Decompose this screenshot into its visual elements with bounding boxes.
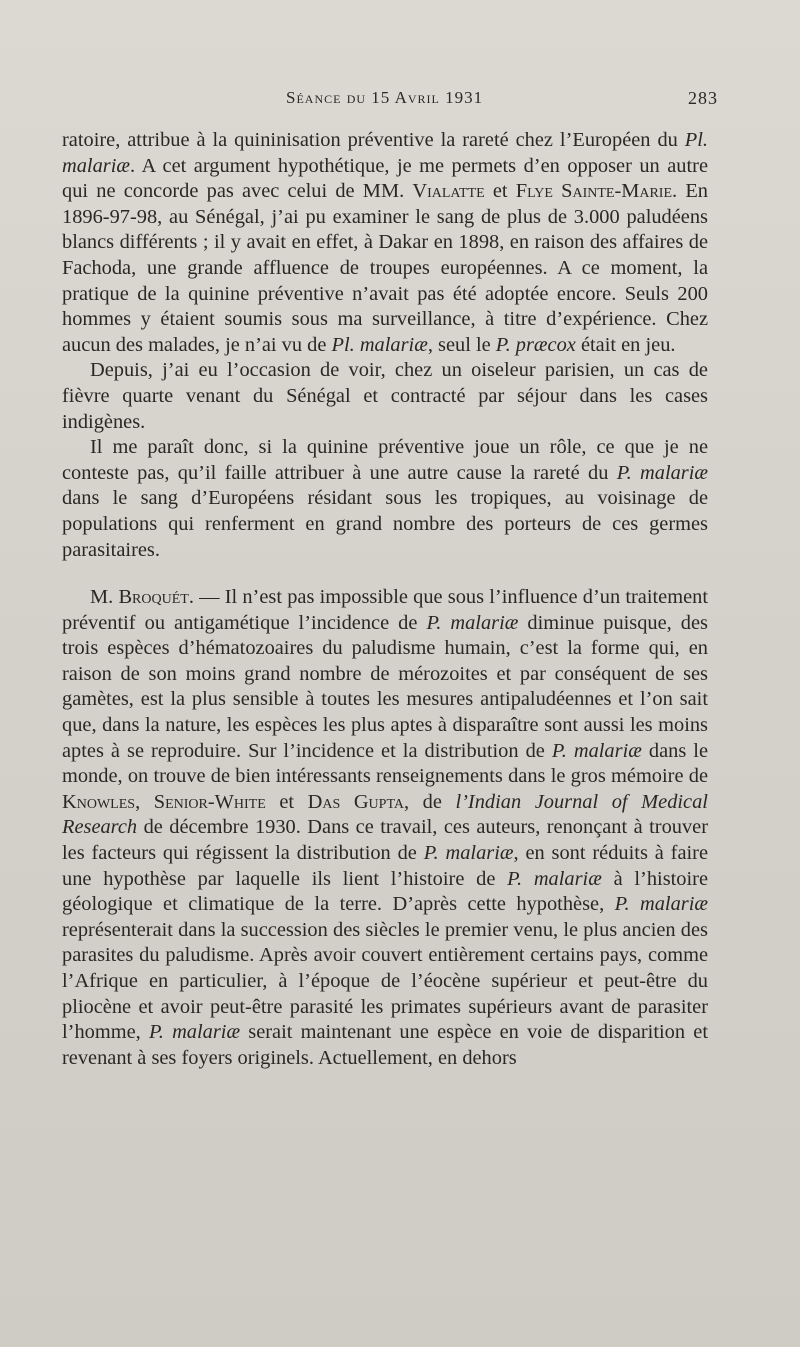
text-run: , xyxy=(135,790,154,813)
text-run: était en jeu. xyxy=(575,333,676,356)
italic-text: Pl. malariæ xyxy=(62,129,708,177)
italic-text: P. præcox xyxy=(495,333,576,356)
text-run: de décembre 1930. Dans ce travail, ces auteurs, renonçant à trouver les facteurs qui régissent la distribution de xyxy=(62,816,708,865)
paragraph xyxy=(62,358,708,435)
text-run: représenterait dans la succession des siècles le premier venu, le plus ancien des parasites du paludisme. Après avoir couvert entièrement certains pays, comme l’Afrique en particulier, à l’époque de l’éocène supérieur et peut-être du pliocène et avoir peut-être parasité les primates supérieurs avant de parasiter l’homme, xyxy=(62,918,708,1044)
text-run: ratoire, attribue à la quininisation préventive la rareté chez l’Européen du xyxy=(62,129,685,151)
paragraph xyxy=(62,585,708,1071)
text-run: à l’histoire géologique et climatique de la terre. D’après cette hypothèse, xyxy=(62,867,708,916)
italic-text: P. malariæ xyxy=(423,842,514,865)
author-name: Vialatte xyxy=(412,180,485,203)
text-run: Depuis, j’ai eu l’occasion de voir, chez un oiseleur parisien, un cas de fièvre quarte venant du Sénégal et contracté par séjour dans les cases indigènes. xyxy=(62,359,708,433)
text-run: . A cet argument hypothétique, je me permets d’en opposer un autre qui ne concorde pas avec celui de MM. xyxy=(62,154,708,203)
text-run: et xyxy=(265,790,308,813)
italic-text: P. malariæ xyxy=(507,867,602,890)
page-number: 283 xyxy=(688,88,718,108)
author-name: Broquét xyxy=(118,586,189,609)
italic-text: P. malariæ xyxy=(426,611,519,634)
text-run: , de xyxy=(403,790,456,813)
italic-text: P. malariæ xyxy=(148,1021,241,1044)
text-run: . En 1896-97-98, au Sénégal, j’ai pu examiner le sang de plus de 3.000 paludéens blancs différents ; il y avait en effet, à Dakar en 1898, en raison des affaires de Fachoda, une grande affluence de troupes européennes. A ce moment, la pratique de la quinine préventive n’avait pas été adoptée encore. Seuls 200 hommes y étaient soumis sous ma surveillance, à titre d’expérience. Chez aucun des malades, je n’ai vu de xyxy=(62,180,708,356)
paragraph xyxy=(62,435,708,563)
author-name: Senior-White xyxy=(153,790,266,813)
text-run: , en sont réduits à faire une hypothèse par laquelle ils lient l’histoire de xyxy=(62,842,708,890)
text-run: diminue puisque, des trois espèces d’hématozoaires du paludisme humain, c’est la forme qui, en raison de son moins grand nombre de mérozoites et par conséquent de ses gamètes, est la plus sensible à toutes les mesures antipaludéennes et l’on sait que, dans la nature, les espèces les plus aptes à disparaître sont aussi les moins aptes à se reproduire. Sur l’incidence et la distribution de xyxy=(62,611,708,762)
author-name: Flye Sainte-Marie xyxy=(515,180,673,203)
text-run: M. xyxy=(90,586,119,609)
italic-text: Pl. malariæ xyxy=(331,333,428,356)
body-text xyxy=(62,128,708,1071)
text-run: et xyxy=(484,180,516,203)
text-run: serait maintenant une espèce en voie de disparition et revenant à ses foyers originels. Actuellement, en dehors xyxy=(62,1021,708,1069)
text-run: . — Il n’est pas impossible que sous l’influence d’un traitement préventif ou antigamétique l’incidence de xyxy=(62,586,708,634)
text-run: Il me paraît donc, si la quinine préventive joue un rôle, ce que je ne conteste pas, qu’il faille attribuer à une autre cause la rareté du xyxy=(62,436,708,484)
text-run: dans le monde, on trouve de bien intéressants renseignements dans le gros mémoire de xyxy=(62,739,709,788)
italic-text: P. malariæ xyxy=(614,893,708,916)
text-run: , seul le xyxy=(427,333,496,356)
italic-text: l’Indian Journal of Medical Research xyxy=(62,790,708,839)
running-header xyxy=(76,88,718,118)
paragraph xyxy=(62,128,708,358)
author-name: Knowles xyxy=(62,790,136,813)
italic-text: P. malariæ xyxy=(551,739,642,762)
author-name: Das Gupta xyxy=(307,790,404,813)
text-run: dans le sang d’Européens résidant sous les tropiques, au voisinage de populations qui renferment en grand nombre des porteurs de ces germes parasitaires. xyxy=(62,487,708,561)
italic-text: P. malariæ xyxy=(616,461,709,484)
running-title: Séance du 15 Avril 1931 xyxy=(286,88,484,107)
